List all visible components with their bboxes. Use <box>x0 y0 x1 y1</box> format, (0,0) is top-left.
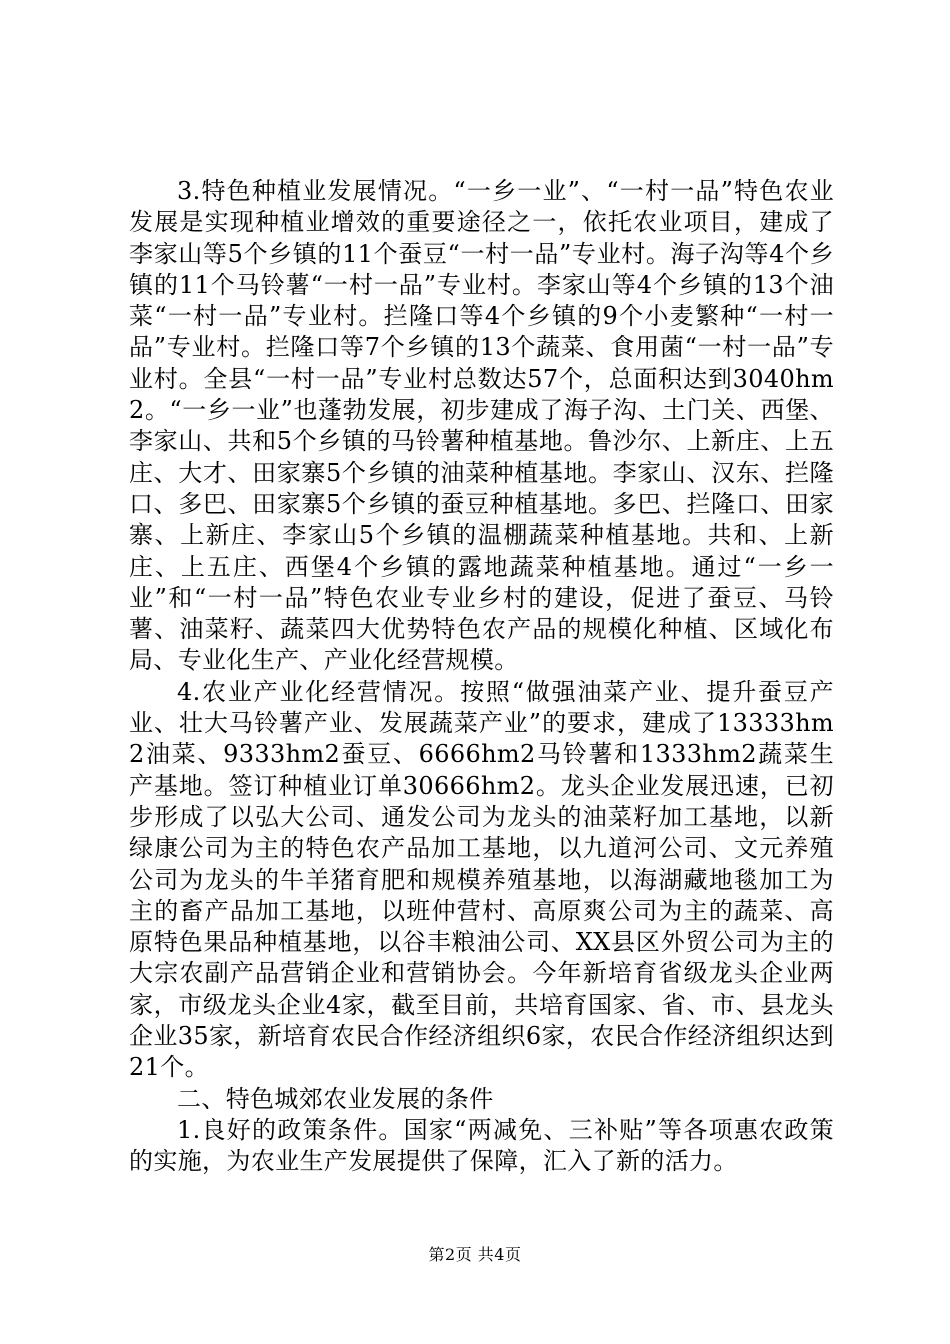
section-heading: 二、特色城郊农业发展的条件 <box>177 1084 494 1113</box>
document-body <box>129 176 834 1178</box>
paragraph-policy-conditions: 1.良好的政策条件。国家“两减免、三补贴”等各项惠农政策的实施，为农业生产发展提供了保障，汇入了新的活力。 <box>129 1115 834 1176</box>
page-footer: 第2页 共4页 <box>428 1245 522 1264</box>
paragraph-industrialization: 4.农业产业化经营情况。按照“做强油菜产业、提升蚕豆产业、壮大马铃薯产业、发展蔬菜产业”的要求，建成了13333hm2油菜、9333hm2蚕豆、6666hm2马铃薯和1333hm2蔬菜生产基地。签订种植业订单30666hm2。龙头企业发展迅速，已初步形成了以弘大公司、通发公司为龙头的油菜籽加工基地，以新绿康公司为主的特色农产品加工基地，以九道河公司、文元养殖公司为龙头的牛羊猪育肥和规模养殖基地，以海湖藏地毯加工为主的畜产品加工基地，以班仲营村、高原爽公司为主的蔬菜、高原特色果品种植基地，以谷丰粮油公司、XX县区外贸公司为主的大宗农副产品营销企业和营销协会。今年新培育省级龙头企业两家，市级龙头企业4家，截至目前，共培育国家、省、市、县龙头企业35家，新培育农民合作经济组织6家，农民合作经济组织达到21个。 <box>129 677 834 1082</box>
paragraph-specialty-planting: 3.特色种植业发展情况。“一乡一业”、“一村一品”特色农业发展是实现种植业增效的重要途径之一，依托农业项目，建成了李家山等5个乡镇的11个蚕豆“一村一品”专业村。海子沟等4个乡镇的11个马铃薯“一村一品”专业村。李家山等4个乡镇的13个油菜“一村一品”专业村。拦隆口等4个乡镇的9个小麦繁种“一村一品”专业村。拦隆口等7个乡镇的13个蔬菜、食用菌“一村一品”专业村。全县“一村一品”专业村总数达57个，总面积达到3040hm2。“一乡一业”也蓬勃发展，初步建成了海子沟、土门关、西堡、李家山、共和5个乡镇的马铃薯种植基地。鲁沙尔、上新庄、上五庄、大才、田家寨5个乡镇的油菜种植基地。李家山、汉东、拦隆口、多巴、田家寨5个乡镇的蚕豆种植基地。多巴、拦隆口、田家寨、上新庄、李家山5个乡镇的温棚蔬菜种植基地。共和、上新庄、上五庄、西堡4个乡镇的露地蔬菜种植基地。通过“一乡一业”和“一村一品”特色农业专业乡村的建设，促进了蚕豆、马铃薯、油菜籽、蔬菜四大优势特色农产品的规模化种植、区域化布局、专业化生产、产业化经营规模。 <box>129 177 834 675</box>
